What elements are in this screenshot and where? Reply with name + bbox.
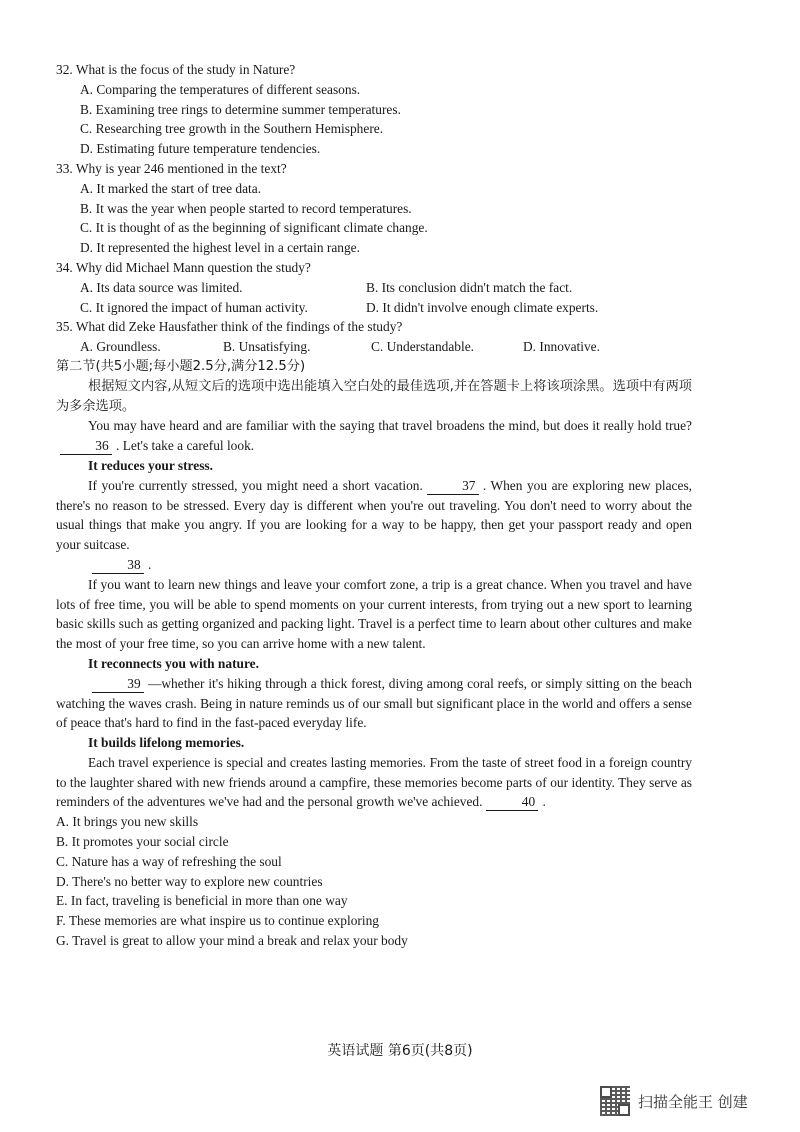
subheading-stress: It reduces your stress. xyxy=(88,457,213,473)
option-34d: D. It didn't involve enough climate experts. xyxy=(366,299,599,315)
section-heading: 第二节(共5小题;每小题2.5分,满分12.5分) xyxy=(56,358,306,374)
choice-a: A. It brings you new skills xyxy=(56,814,199,830)
option-34c: C. It ignored the impact of human activity. xyxy=(80,299,308,315)
options-34-row2 xyxy=(80,298,692,318)
scanner-label: 扫描全能王 创建 xyxy=(638,1092,748,1111)
passage-paragraph-5 xyxy=(56,674,692,733)
exam-page xyxy=(56,60,692,951)
options-35-row xyxy=(80,337,692,357)
blank-38: 38 xyxy=(92,557,144,574)
choice-f: F. These memories are what inspire us to continue exploring xyxy=(56,913,379,929)
blank-39: 39 xyxy=(92,676,144,693)
choice-e: E. In fact, traveling is beneficial in more than one way xyxy=(56,893,348,909)
choice-list xyxy=(56,812,692,951)
passage-paragraph-2 xyxy=(56,476,692,555)
choice-g: G. Travel is great to allow your mind a break and relax your body xyxy=(56,933,408,949)
option-32a: A. Comparing the temperatures of different seasons. xyxy=(80,81,361,97)
p3-tail: . xyxy=(148,556,152,572)
option-34a: A. Its data source was limited. xyxy=(80,279,243,295)
p1-text-a: You may have heard and are familiar with the saying that travel broadens the mind, but does it really hold true? xyxy=(88,418,692,434)
p5-text: —whether it's hiking through a thick forest, diving among coral reefs, or simply sitting on the beach watching the waves crash. Being in nature reminds us of our small but significant place in the world and offers a sense of peace that's hard to find in the fast-paced everyday life. xyxy=(56,675,692,731)
passage-paragraph-6 xyxy=(56,753,692,812)
choice-b: B. It promotes your social circle xyxy=(56,834,229,850)
option-34b: B. Its conclusion didn't match the fact. xyxy=(366,279,573,295)
question-32: 32. What is the focus of the study in Nature? xyxy=(56,62,296,77)
section-instruction: 根据短文内容,从短文后的选项中选出能填入空白处的最佳选项,并在答题卡上将该项涂黑。选项中有两项为多余选项。 xyxy=(56,378,692,414)
option-32b: B. Examining tree rings to determine summer temperatures. xyxy=(80,101,401,117)
option-32d: D. Estimating future temperature tendencies. xyxy=(80,141,321,157)
option-35a: A. Groundless. xyxy=(80,339,161,355)
blank-36: 36 xyxy=(60,438,112,455)
qr-code-icon xyxy=(600,1086,630,1116)
passage-paragraph-1 xyxy=(56,416,692,456)
question-35: 35. What did Zeke Hausfather think of the findings of the study? xyxy=(56,319,403,335)
choice-c: C. Nature has a way of refreshing the soul xyxy=(56,853,282,869)
p2-text-b: . When you are exploring new places, there's no reason to be stressed. Every day is different when you're out traveling. You don't need to worry about the usual things that make you angry. If you are looking for a way to be happy, then get your passport ready and open your suitcase. xyxy=(56,477,693,553)
option-35c: C. Understandable. xyxy=(371,339,475,355)
p6-text-a: Each travel experience is special and creates lasting memories. From the taste of street food in a foreign country to the laughter shared with new friends around a campfire, these memories become parts of our identity. They serve as reminders of the adventures we've had and the personal growth we've achieved. xyxy=(56,754,692,810)
page-footer: 英语试题 第6页(共8页) xyxy=(327,1043,473,1059)
subheading-memories: It builds lifelong memories. xyxy=(88,735,245,751)
option-35b: B. Unsatisfying. xyxy=(223,339,311,355)
p1-text-b: . Let's take a careful look. xyxy=(116,438,255,454)
passage-paragraph-3 xyxy=(56,555,692,575)
question-33: 33. Why is year 246 mentioned in the text? xyxy=(56,160,287,176)
option-32c: C. Researching tree growth in the Southern Hemisphere. xyxy=(80,121,384,137)
option-33a: A. It marked the start of tree data. xyxy=(80,180,262,196)
blank-40: 40 xyxy=(486,794,538,811)
scanner-watermark xyxy=(600,1086,748,1116)
option-33b: B. It was the year when people started to record temperatures. xyxy=(80,200,412,216)
p6-text-b: . xyxy=(542,794,546,810)
options-34-row1 xyxy=(80,278,692,298)
subheading-nature: It reconnects you with nature. xyxy=(88,655,259,671)
blank-37: 37 xyxy=(427,478,479,495)
option-33c: C. It is thought of as the beginning of significant climate change. xyxy=(80,220,428,236)
p2-text-a: If you're currently stressed, you might need a short vacation. xyxy=(88,477,423,493)
passage-paragraph-4: If you want to learn new things and leave your comfort zone, a trip is a great chance. When you travel and have lots of free time, you will be able to spend moments on your current interests, from trying out a new sport to learning basic skills such as getting organized and packing light. Travel is a perfect time to learn about other cultures and make the most of your free time, so you can arrive home with a new talent. xyxy=(56,576,692,652)
option-35d: D. Innovative. xyxy=(523,339,600,355)
question-34: 34. Why did Michael Mann question the study? xyxy=(56,259,311,275)
option-33d: D. It represented the highest level in a certain range. xyxy=(80,240,360,256)
choice-d: D. There's no better way to explore new countries xyxy=(56,873,323,889)
